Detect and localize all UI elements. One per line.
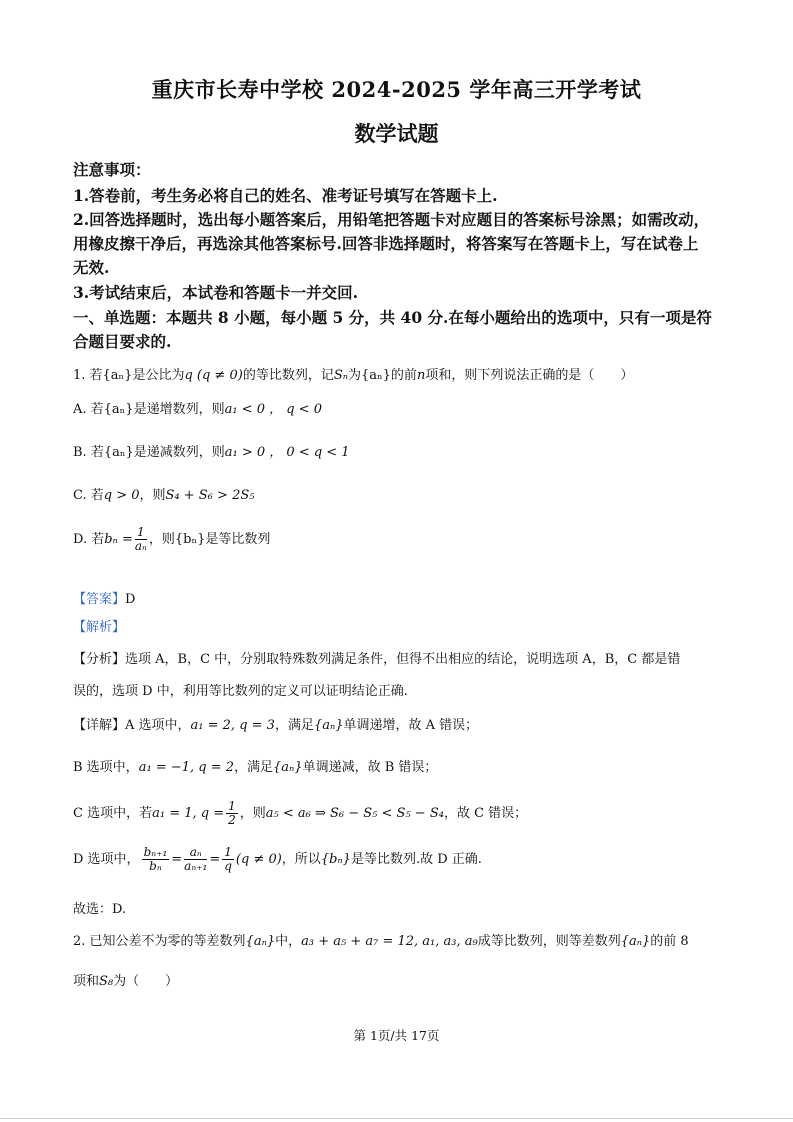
- detail-text: ，满足: [274, 718, 314, 733]
- detail-text: ，所以: [281, 852, 321, 867]
- q2-stem-line-2: [73, 972, 733, 992]
- fraction-denominator: aₙ₊₁: [184, 859, 208, 873]
- option-math: q > 0: [103, 488, 140, 503]
- q1-detail-a: [73, 716, 733, 736]
- answer-tag: 【答案】: [73, 592, 126, 607]
- detail-text: ，满足: [234, 760, 274, 775]
- q2-text: 项和: [73, 974, 100, 989]
- fraction-denominator: q: [224, 859, 232, 873]
- q1-stem-text: 项和，则下列说法正确的是（ ）: [425, 368, 634, 383]
- exam-subtitle: 数学试题: [354, 121, 439, 146]
- option-math: a₁ > 0 ， 0 < q < 1: [224, 445, 350, 460]
- q1-conclusion: 故选：D.: [73, 902, 127, 917]
- q1-option-b: [73, 443, 733, 463]
- option-text: B. 若{aₙ}是递减数列，则: [73, 445, 225, 460]
- q1-detail-c: [73, 800, 733, 827]
- option-math: a₁ < 0 ， q < 0: [224, 402, 322, 417]
- q1-option-c: [73, 486, 733, 506]
- option-text: A. 若{aₙ}是递增数列，则: [73, 402, 225, 417]
- q2-stem-line-1: [73, 932, 733, 952]
- detail-math: a₁ = 2, q = 3: [190, 718, 275, 733]
- q1-stem-math: Sₙ: [333, 368, 349, 383]
- option-text: ，则{bₙ}是等比数列: [148, 532, 271, 547]
- fenxi-tag: 【分析】: [73, 652, 126, 667]
- notice-item-2-line-1: 2.回答选择题时，选出每小题答案后，用铅笔把答题卡对应题目的答案标号涂黑；如需改动，: [73, 210, 710, 229]
- fraction-denominator: aₙ: [134, 539, 147, 553]
- q2-math: S₈: [99, 974, 114, 989]
- q2-text: 2. 已知公差不为零的等差数列: [73, 934, 246, 949]
- q2-text: 的前 8: [650, 934, 689, 949]
- option-math: S₄ + S₆ > 2S₅: [165, 488, 255, 503]
- q2-math: {aₙ}: [245, 934, 276, 949]
- q1-stem-text: 1. 若{aₙ}是公比为: [73, 368, 185, 383]
- equals-sign: =: [209, 852, 221, 867]
- q1-stem-text: 为{aₙ}的前: [348, 368, 417, 383]
- detail-math: {aₙ}: [273, 760, 303, 775]
- detail-math: a₁ = −1, q = 2: [138, 760, 234, 775]
- detail-math: a₁ = 1, q =: [152, 806, 225, 821]
- detail-text: 是等比数列.故 D 正确.: [350, 852, 482, 867]
- detail-text: B 选项中，: [73, 760, 139, 775]
- notice-item-2-line-2: 用橡皮擦干净后，再选涂其他答案标号.回答非选择题时，将答案写在答题卡上，写在试卷上: [73, 234, 699, 253]
- detail-text: 单调递减，故 B 错误；: [302, 760, 438, 775]
- section-heading-line-2: 合题目要求的.: [73, 332, 172, 351]
- notice-item-2-line-3: 无效.: [73, 258, 110, 277]
- option-math: bₙ =: [104, 532, 133, 547]
- q1-stem-math: n: [416, 368, 426, 383]
- notice-item-3: 3.考试结束后，本试卷和答题卡一并交回.: [73, 283, 359, 302]
- notice-item-1: 1.答卷前，考生务必将自己的姓名、准考证号填写在答题卡上.: [73, 186, 498, 205]
- detail-text: D 选项中，: [73, 852, 140, 867]
- exam-title: 重庆市长寿中学校 2024-2025 学年高三开学考试: [151, 77, 642, 102]
- bottom-divider: [0, 1118, 793, 1119]
- fraction-denominator: 2: [228, 813, 236, 827]
- detail-text: C 选项中，若: [73, 806, 153, 821]
- fraction-numerator: 1: [135, 526, 147, 540]
- q1-stem-text: 的等比数列，记: [242, 368, 334, 383]
- page-number: 第 1页/共 17页: [353, 1028, 440, 1043]
- q2-math: {aₙ}: [620, 934, 651, 949]
- q2-math: a₃ + a₅ + a₇ = 12, a₁, a₃, a₉: [301, 934, 478, 949]
- notice-heading: 注意事项：: [73, 160, 151, 179]
- fraction-numerator: aₙ: [184, 846, 207, 860]
- q2-text: 中，: [275, 934, 302, 949]
- fenxi-text: 选项 A，B，C 中，分别取特殊数列满足条件，但得不出相应的结论，说明选项 A，B，C 都是错: [125, 652, 681, 667]
- fraction-numerator: 1: [228, 799, 236, 813]
- detail-text: ，故 C 错误；: [443, 806, 528, 821]
- analysis-tag: 【解析】: [73, 620, 126, 635]
- fraction-numerator: bₙ₊₁: [143, 845, 168, 859]
- detail-math: a₅ < a₆ ⇒ S₆ − S₅ < S₅ − S₄: [265, 806, 444, 821]
- answer-value: D: [125, 592, 136, 607]
- option-text: D. 若: [73, 532, 105, 547]
- detail-math: {aₙ}: [313, 718, 344, 733]
- q1-stem: [73, 366, 733, 386]
- equals-sign: =: [171, 852, 183, 867]
- detail-text: 单调递增，故 A 错误；: [343, 718, 479, 733]
- q1-fenxi-line-2: 误的，选项 D 中，利用等比数列的定义可以证明结论正确.: [73, 684, 408, 699]
- q1-option-a: [73, 400, 733, 420]
- q1-detail-b: [73, 758, 733, 778]
- detail-text: A 选项中，: [125, 718, 191, 733]
- q1-detail-d: [73, 846, 733, 873]
- detail-math: (q ≠ 0): [235, 852, 282, 867]
- q2-text: 为（ ）: [113, 974, 179, 989]
- fraction: [222, 846, 234, 873]
- detail-tag: 【详解】: [73, 718, 126, 733]
- q1-stem-math: q (q ≠ 0): [184, 368, 243, 383]
- q2-text: 成等比数列，则等差数列: [477, 934, 621, 949]
- option-text: C. 若: [73, 488, 104, 503]
- q1-option-d: [73, 526, 733, 553]
- fraction-numerator: 1: [224, 845, 232, 859]
- q1-fenxi-line-1: [73, 650, 733, 670]
- q1-analysis-tag: [73, 618, 733, 638]
- option-text: ，则: [139, 488, 166, 503]
- fraction-denominator: bₙ: [149, 859, 162, 873]
- fraction: [184, 846, 207, 873]
- fraction: [226, 800, 238, 827]
- detail-math: {bₙ}: [320, 852, 351, 867]
- q1-answer: [73, 590, 733, 610]
- fraction: [142, 846, 170, 873]
- section-heading-line-1: 一、单选题：本题共 8 小题，每小题 5 分，共 40 分.在每小题给出的选项中，只有一项是符: [73, 308, 712, 327]
- fraction: [135, 526, 147, 553]
- detail-text: ，则: [239, 806, 266, 821]
